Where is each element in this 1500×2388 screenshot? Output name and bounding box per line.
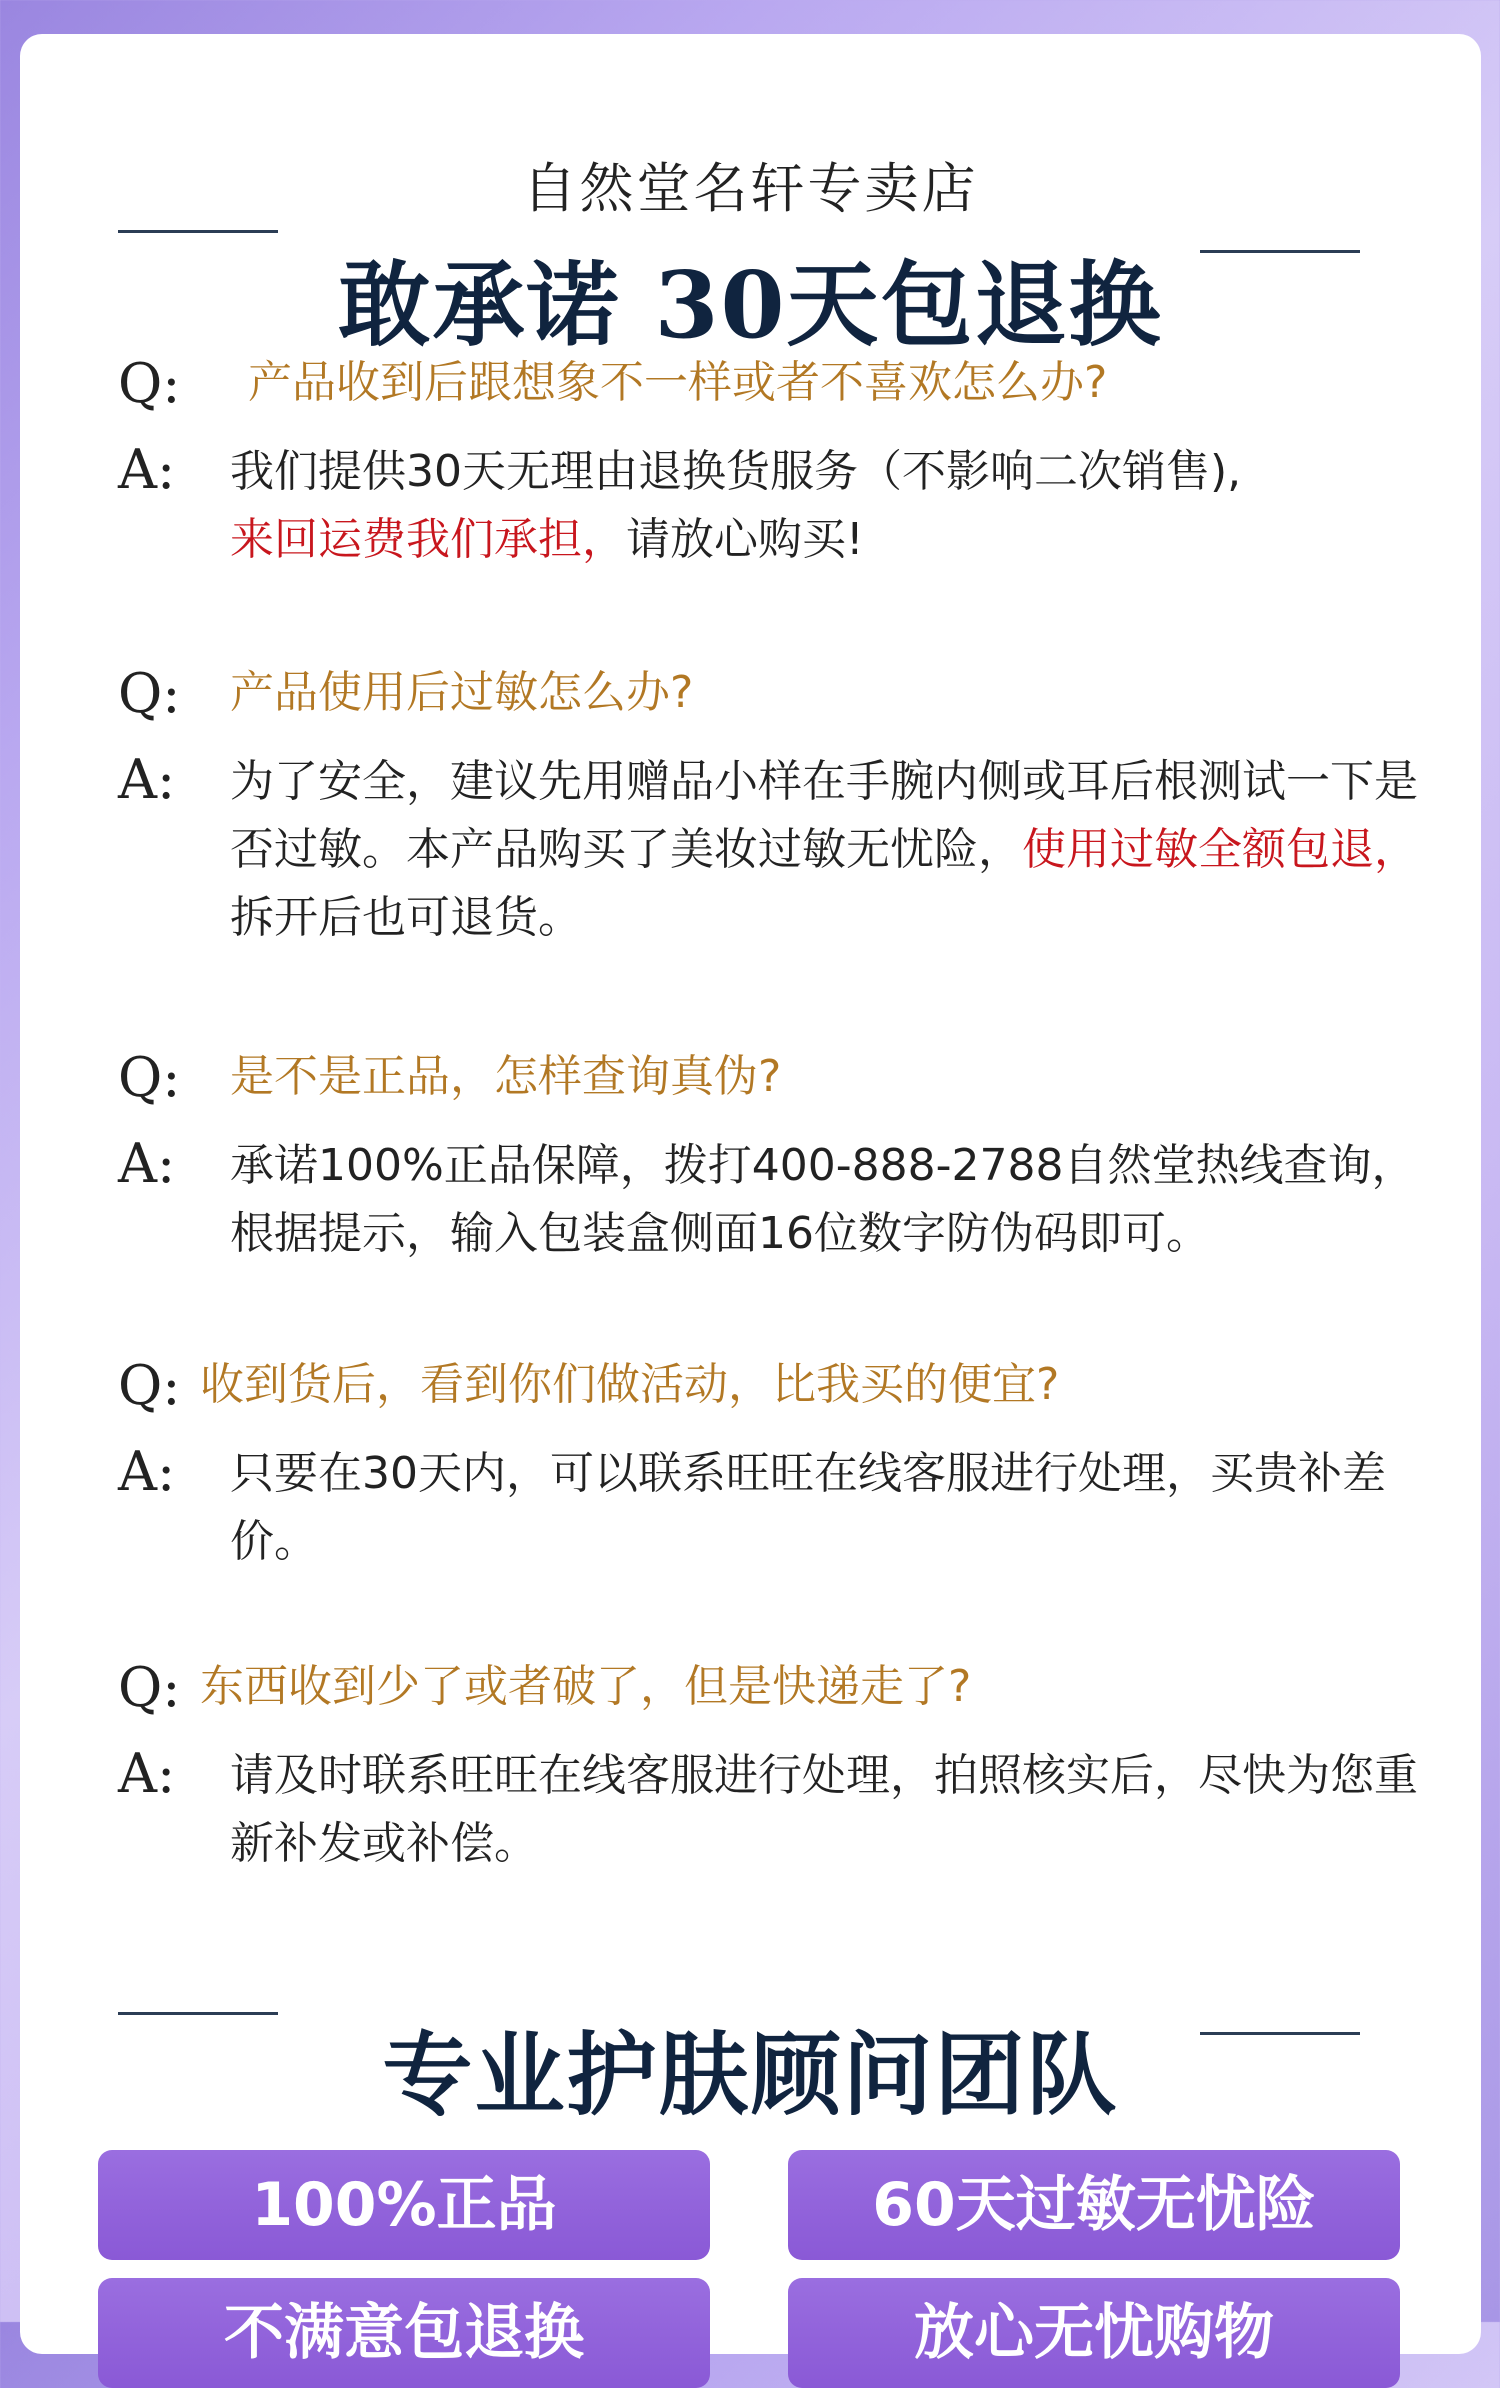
answer-row [118, 438, 1438, 574]
answer-row [118, 748, 1438, 952]
answer-part: 拆开后也可退货。 [230, 892, 582, 943]
question-text: 收到货后，看到你们做活动，比我买的便宜? [200, 1359, 1060, 1410]
answer-part: 为了安全，建议先用赠品小样在手腕内侧或耳后根测试一下是否过敏。本产品购买了美妆过敏无忧险， [230, 756, 1418, 875]
q-mark: Q: [118, 1656, 181, 1719]
answer-emphasis: 使用过敏全额包退， [1022, 824, 1418, 875]
q-mark: Q: [118, 1046, 181, 1109]
answer-text [230, 748, 1438, 952]
answer-text: 请及时联系旺旺在线客服进行处理，拍照核实后，尽快为您重新补发或补偿。 [230, 1750, 1418, 1869]
qa-item-2 [118, 662, 1438, 952]
answer-part: 请放心购买! [626, 514, 864, 565]
question-row [118, 662, 1438, 724]
answer-row [118, 1742, 1438, 1878]
q-mark: Q: [118, 352, 181, 415]
answer-text: 只要在30天内，可以联系旺旺在线客服进行处理，买贵补差价。 [230, 1448, 1386, 1567]
right-rule [1200, 250, 1360, 253]
question-text: 产品收到后跟想象不一样或者不喜欢怎么办? [248, 357, 1108, 408]
section2-title: 专业护肤顾问团队 [382, 2022, 1119, 2128]
answer-row [118, 1440, 1438, 1576]
a-mark: A: [118, 1440, 176, 1503]
answer-row [118, 1132, 1438, 1268]
answer-text: 承诺100%正品保障，拨打400-888-2788自然堂热线查询，根据提示，输入包装盒侧面16位数字防伪码即可。 [230, 1140, 1416, 1259]
answer-text [230, 438, 1438, 574]
answer-part: 我们提供30天无理由退换货服务（不影响二次销售), [230, 446, 1242, 497]
store-name: 自然堂名轩专卖店 [522, 157, 979, 220]
a-mark: A: [118, 748, 176, 811]
question-text: 东西收到少了或者破了，但是快递走了? [200, 1661, 972, 1712]
a-mark: A: [118, 1132, 176, 1195]
q-mark: Q: [118, 662, 181, 725]
a-mark: A: [118, 1742, 176, 1805]
question-row [118, 1354, 1438, 1416]
badge-return[interactable]: 不满意包退换 [98, 2278, 710, 2388]
headline: 敢承诺 30天包退换 [338, 251, 1163, 359]
badge-worry-free[interactable]: 放心无忧购物 [788, 2278, 1400, 2388]
faq-card [20, 34, 1481, 2368]
answer-emphasis: 来回运费我们承担， [230, 514, 626, 565]
question-text: 产品使用后过敏怎么办? [230, 667, 694, 718]
question-row [118, 1656, 1438, 1718]
badge-allergy-insurance[interactable]: 60天过敏无忧险 [788, 2150, 1400, 2260]
question-row [118, 352, 1438, 414]
badge-genuine[interactable]: 100%正品 [98, 2150, 710, 2260]
q-mark: Q: [118, 1354, 181, 1417]
a-mark: A: [118, 438, 176, 501]
right-rule-2 [1200, 2032, 1360, 2035]
qa-item-5 [118, 1656, 1438, 1878]
qa-item-3 [118, 1046, 1438, 1268]
qa-item-1 [118, 352, 1438, 574]
qa-item-4 [118, 1354, 1438, 1576]
question-row [118, 1046, 1438, 1108]
question-text: 是不是正品，怎样查询真伪? [230, 1051, 782, 1102]
